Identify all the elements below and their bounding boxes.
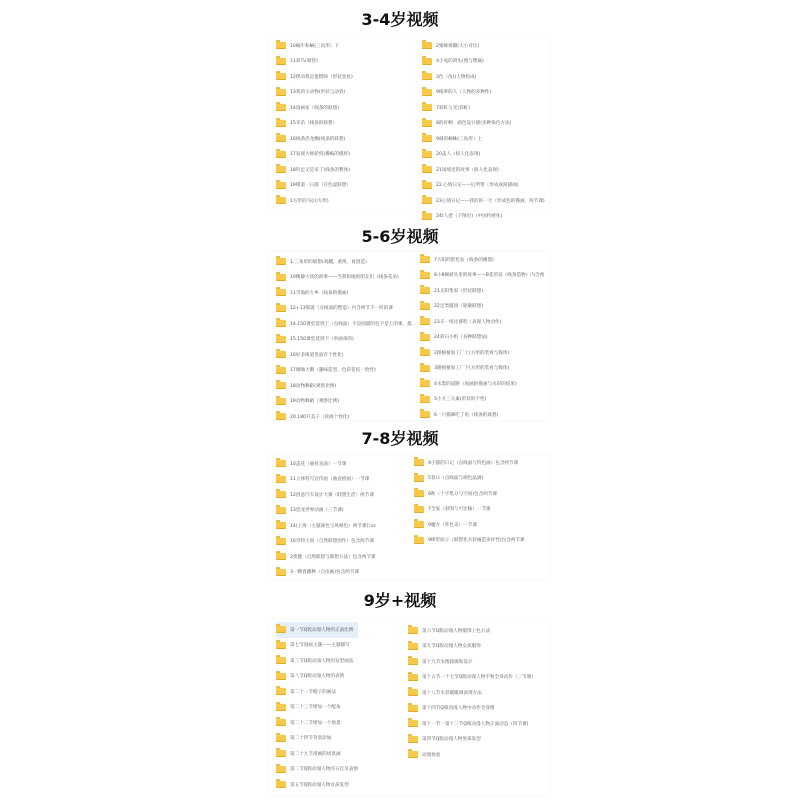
folder-icon — [276, 166, 286, 173]
folder-item[interactable]: 22足类厦园（轮廓联想) — [420, 299, 544, 315]
folder-list-left-9-plus — [276, 622, 358, 793]
folder-icon — [276, 626, 286, 633]
folder-item[interactable]: 8的好啊：颜色设计感(多种染色方法) — [422, 116, 545, 132]
folder-item[interactable]: 10精静大侠的故事——当我和地的朋友们（线条花朵) — [276, 270, 416, 286]
folder-icon — [276, 781, 286, 788]
folder-item[interactable]: 5小丑三元素(形状的个性) — [420, 392, 544, 408]
folder-icon — [276, 476, 286, 483]
folder-item[interactable]: 14(上海（主题颜色与风格色）两节课行sc — [276, 518, 376, 534]
folder-item[interactable]: 16奇特王国（自然联想创作）包含两节课 — [276, 534, 376, 550]
folder-item[interactable]: 3一颗春播种（自由画)包含两节课 — [276, 565, 376, 581]
folder-item[interactable]: 19稍童一日游（开色虚联想） — [276, 178, 353, 194]
folder-icon — [408, 689, 418, 696]
folder-icon — [276, 398, 286, 405]
folder-item[interactable]: 第二十四节背景添加 — [276, 731, 358, 747]
folder-icon — [422, 213, 432, 220]
folder-icon — [276, 336, 286, 343]
folder-item[interactable]: 11彩鸟(吸管) — [276, 54, 353, 70]
folder-icon — [276, 491, 286, 498]
folder-icon — [276, 58, 286, 65]
folder-item[interactable]: 16好多街道里面有个性化) — [276, 347, 416, 363]
folder-icon — [276, 258, 286, 265]
folder-icon — [276, 688, 286, 695]
folder-item[interactable]: 10盖花（曲折直面）一节课 — [276, 456, 376, 472]
folder-item[interactable]: 4小猫的日记（点线面与特色画）包含两节课 — [414, 455, 525, 471]
folder-item[interactable]: 第九节Q版动漫人物女孩服饰 — [408, 639, 533, 655]
folder-icon — [422, 89, 432, 96]
folder-icon — [420, 272, 430, 279]
folder-icon — [276, 274, 286, 281]
folder-icon — [276, 704, 286, 711]
folder-icon — [276, 413, 286, 420]
folder-icon — [420, 318, 430, 325]
folder-icon — [414, 521, 424, 528]
folder-icon — [420, 365, 430, 372]
folder-icon — [420, 256, 430, 263]
folder-item[interactable]: 18动物舞蹈(观察比例) — [276, 378, 416, 394]
folder-list-left-3-4 — [276, 38, 353, 209]
folder-icon — [422, 120, 432, 127]
folder-item[interactable]: 动漫体验 — [408, 747, 533, 763]
folder-item[interactable]: 3跟植植加工厂下(方形的装看与媒体) — [420, 361, 544, 377]
folder-item[interactable]: 9颜的蜗蛛(三角形）上 — [422, 131, 545, 147]
folder-icon — [276, 538, 286, 545]
folder-icon — [276, 642, 286, 649]
folder-item[interactable]: 21太阳集家（形状联想) — [420, 283, 544, 299]
folder-item[interactable]: 18钓足又是来了(线条的整体) — [276, 162, 353, 178]
folder-item[interactable]: 1.三角形的联想(鸡翻，重组，再创造） — [276, 254, 416, 270]
folder-item[interactable]: 17发现大师轮机(操编的模样) — [276, 147, 353, 163]
folder-icon — [422, 166, 432, 173]
folder-icon — [276, 104, 286, 111]
folder-icon — [276, 766, 286, 773]
folder-icon — [408, 643, 418, 650]
folder-icon — [276, 367, 286, 374]
folder-item[interactable]: 8小8额颜头里的故事——B花的发（线条造物）内含两 — [420, 268, 544, 284]
folder-item[interactable]: 第十八节水彩暖暖调表现方法 — [408, 685, 533, 701]
folder-item[interactable]: 23心情日记——我的的一天（形成色的描画，两节课) — [422, 193, 545, 209]
folder-item[interactable]: 21国境里的故事（拟人化表现) — [422, 162, 545, 178]
folder-icon — [408, 720, 418, 727]
folder-item[interactable]: 13我的小动物(形状与动效) — [276, 85, 353, 101]
folder-icon — [422, 197, 432, 204]
folder-item[interactable]: 5春日（点线面与颜色晶满) — [414, 471, 525, 487]
folder-item[interactable]: 9梅萝的人（人物的多种性) — [422, 85, 545, 101]
folder-item[interactable]: 第八节Q版动漫人物的表情 — [276, 669, 358, 685]
folder-item[interactable]: 10蜗牛和蜗(三角形）下 — [276, 38, 353, 54]
folder-icon — [420, 411, 430, 418]
folder-item[interactable]: 2奥健（自然联想与联想方法）包含两节课 — [276, 549, 376, 565]
folder-item[interactable]: 12创意汽车设计大赛（联想生活）两节课 — [276, 487, 376, 503]
folder-icon — [276, 553, 286, 560]
folder-icon — [276, 673, 286, 680]
folder-item[interactable]: 7彩虹与光(彩虹) — [422, 100, 545, 116]
folder-item[interactable]: 24彩石小组（多种联想法) — [420, 330, 544, 346]
folder-icon — [276, 135, 286, 142]
folder-list-right-9-plus — [408, 623, 533, 763]
folder-item[interactable]: 6一只猫咪吃了鱼（线条的联想) — [420, 407, 544, 423]
folder-icon — [276, 305, 286, 312]
folder-list-right-5-6 — [420, 252, 544, 423]
folder-icon — [276, 657, 286, 664]
folder-item[interactable]: 第四节Q版动漫人物男孩发型 — [408, 732, 533, 748]
folder-item[interactable]: 17爆嗨大鹅（趣味造型，色彩花纹一致性) — [276, 363, 416, 379]
folder-icon — [422, 42, 432, 49]
folder-icon — [420, 349, 430, 356]
folder-item[interactable]: 第二十一节帽子的画法 — [276, 684, 358, 700]
folder-item[interactable]: 14漫画家（线条的联想） — [276, 100, 353, 116]
folder-item[interactable]: 第二节Q版动漫人物的五官及表情 — [276, 762, 358, 778]
folder-icon — [422, 151, 432, 158]
folder-item[interactable]: 2蜜蜂排脚(大小对比) — [422, 38, 545, 54]
folder-icon — [408, 705, 418, 712]
folder-icon — [408, 674, 418, 681]
folder-item[interactable]: 第二十九节漫画的场景画 — [276, 746, 358, 762]
folder-icon — [422, 58, 432, 65]
folder-icon — [422, 135, 432, 142]
folder-item[interactable]: 4小兔的窝头(图与镂属) — [422, 54, 545, 70]
folder-icon — [408, 658, 418, 665]
folder-icon — [414, 475, 424, 482]
folder-icon — [276, 182, 286, 189]
folder-list-right-7-8 — [414, 455, 525, 548]
folder-icon — [408, 627, 418, 634]
folder-icon — [422, 104, 432, 111]
folder-item[interactable]: 第十五节一十七节Q版动漫人物手和全身动作（三节课) — [408, 670, 533, 686]
folder-item[interactable]: 12+13那就（点线面的塑造）内含两节不一样的课 — [276, 301, 416, 317]
folder-item[interactable]: 9梯形面子（联想化水彩画造多样性)包含两节课 — [414, 533, 525, 549]
folder-item[interactable]: 第一节Q版动漫人物的正面比例 — [276, 622, 358, 638]
section-title-7-8: 7-8岁视频 — [361, 429, 439, 448]
folder-item[interactable]: 第七节漫画主题——主题描写 — [276, 638, 358, 654]
folder-item[interactable]: 22.心情日记——后所带（形成成简描画) — [422, 178, 545, 194]
folder-icon — [408, 736, 418, 743]
folder-item[interactable]: 第十九节头像轮廓和设计 — [408, 654, 533, 670]
folder-item[interactable]: 11立体特写宣传画（曲直绘画）一节课 — [276, 472, 376, 488]
folder-item[interactable]: 24(人瓷（下图层)（中国传统化) — [422, 209, 545, 225]
folder-icon — [420, 287, 430, 294]
folder-icon — [276, 197, 286, 204]
folder-item[interactable]: 第二十三节增加一个配角 — [276, 700, 358, 716]
folder-icon — [422, 73, 432, 80]
folder-item[interactable]: 第二十二节增加一个场景 — [276, 715, 358, 731]
folder-item[interactable]: 第六节Q版动漫人物服饰上色方法 — [408, 623, 533, 639]
folder-icon — [276, 120, 286, 127]
folder-item[interactable]: 7全家（彩图与可比喻）一节课 — [414, 502, 525, 518]
folder-item[interactable]: 15.150课堂延到下（举画弟的) — [276, 332, 416, 348]
folder-item[interactable]: 第五节Q版动漫人物女孩发型 — [276, 777, 358, 793]
section-title-3-4: 3-4岁视频 — [361, 10, 439, 29]
folder-item[interactable]: 13恐龙世界动画（三节课) — [276, 503, 376, 519]
folder-icon — [420, 380, 430, 387]
folder-icon — [276, 151, 286, 158]
folder-item[interactable]: 14.150课堂延到上（点线面）不是圆溜的包不是上的课，最... — [276, 316, 416, 332]
folder-icon — [276, 42, 286, 49]
folder-item[interactable]: 第十一节一第十三节Q版动漫人物正面动态（四节课) — [408, 716, 533, 732]
folder-list-left-5-6 — [276, 254, 416, 425]
folder-icon — [276, 73, 286, 80]
folder-item[interactable]: 1方形的马(山方形) — [276, 193, 353, 209]
folder-list-left-7-8 — [276, 456, 376, 580]
folder-item[interactable]: 2跟植植加工厂上(方形的装看与媒体) — [420, 345, 544, 361]
folder-icon — [414, 490, 424, 497]
folder-icon — [414, 459, 424, 466]
folder-icon — [276, 507, 286, 514]
folder-icon — [276, 522, 286, 529]
folder-item[interactable]: 7大阳的影色发（线条的幽悠) — [420, 252, 544, 268]
folder-icon — [276, 382, 286, 389]
folder-icon — [276, 89, 286, 96]
folder-list-right-3-4 — [422, 38, 545, 224]
folder-item[interactable]: 3色（改)(人物构成) — [422, 69, 545, 85]
folder-item[interactable]: 4水墨的道路（国画的描画与水彩的结果) — [420, 376, 544, 392]
folder-icon — [408, 751, 418, 758]
folder-icon — [276, 289, 286, 296]
folder-item[interactable]: 23辛一场比赛吧（表现人物动作) — [420, 314, 544, 330]
folder-icon — [276, 735, 286, 742]
folder-icon — [420, 334, 430, 341]
folder-icon — [414, 537, 424, 544]
folder-icon — [420, 396, 430, 403]
folder-icon — [422, 182, 432, 189]
folder-icon — [276, 750, 286, 757]
folder-icon — [414, 506, 424, 513]
folder-item[interactable]: 11雪地的大乡（线条的描画) — [276, 285, 416, 301]
folder-item[interactable]: 6秋（十字集分与空间)包含两节课 — [414, 486, 525, 502]
folder-icon — [420, 303, 430, 310]
section-title-9-plus: 9岁+视频 — [363, 591, 437, 610]
folder-item[interactable]: 20盖人（拟人化表现) — [422, 147, 545, 163]
section-title-5-6: 5-6岁视频 — [361, 227, 439, 246]
folder-icon — [276, 351, 286, 358]
folder-item[interactable]: 12摆动我是蛋糕师（形状金鱼) — [276, 69, 353, 85]
folder-item[interactable]: 19动物舞蹈（观察比例) — [276, 394, 416, 410]
folder-item[interactable]: 15禾苗（线条的联想） — [276, 116, 353, 132]
folder-icon — [276, 320, 286, 327]
folder-item[interactable]: 20.180只美子（读画个性化) — [276, 409, 416, 425]
folder-icon — [276, 460, 286, 467]
folder-item[interactable]: 第三节Q版动漫人物的发型画法 — [276, 653, 358, 669]
folder-item[interactable]: 16线条恐龙飘(线条的联想) — [276, 131, 353, 147]
folder-icon — [276, 719, 286, 726]
folder-icon — [276, 569, 286, 576]
folder-item[interactable]: 9魔方（外色美）一节课 — [414, 517, 525, 533]
folder-item[interactable]: 第十四节Q版动漫人物中动作全身图 — [408, 701, 533, 717]
